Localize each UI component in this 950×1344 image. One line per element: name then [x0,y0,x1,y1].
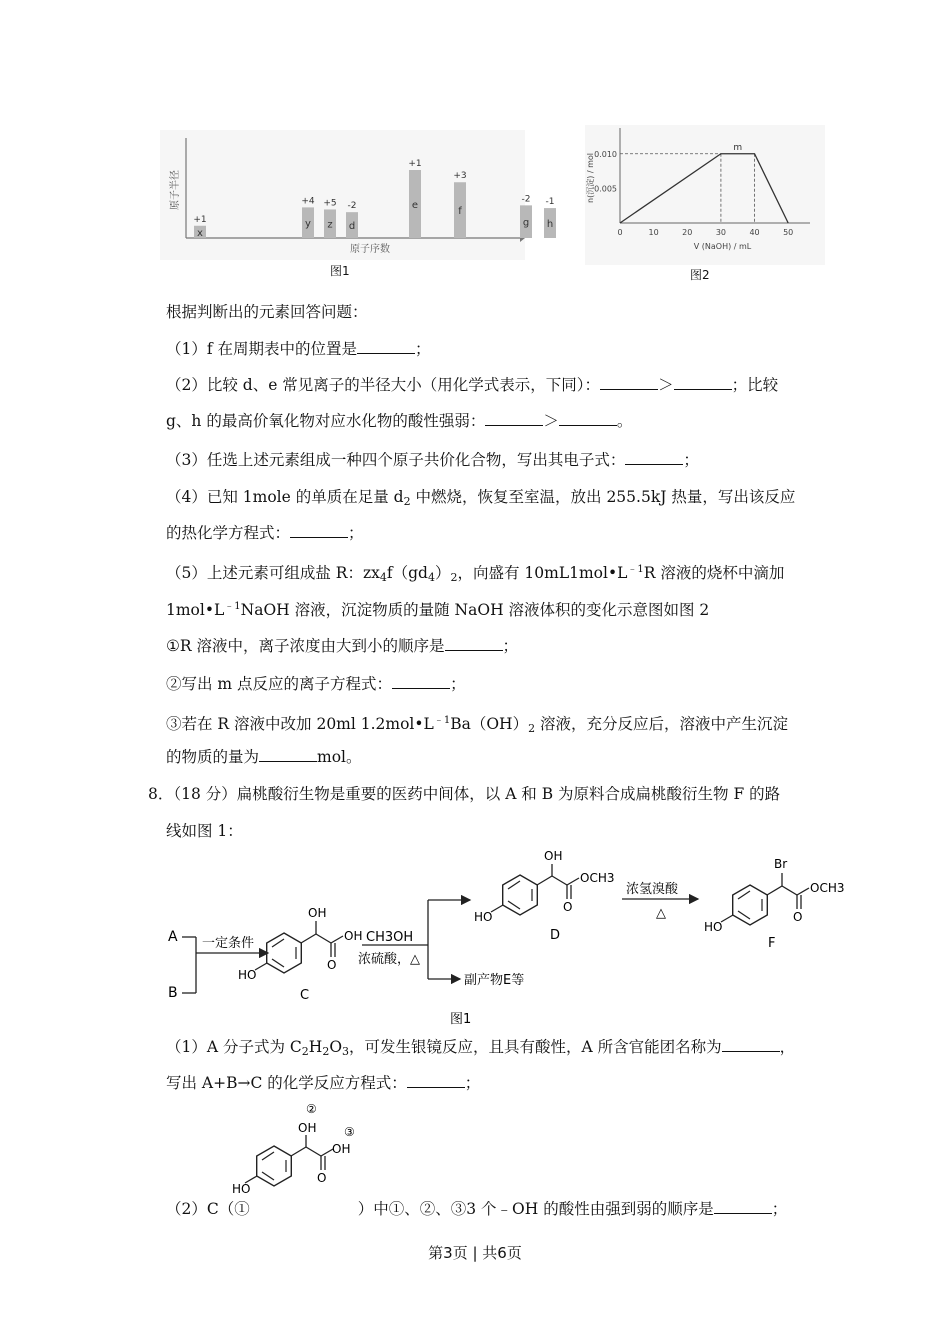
q7-intro: 根据判断出的元素回答问题： [166,303,368,321]
q8-part2 [166,1198,787,1219]
q7-sub3c-text: 溶液，充分反应后，溶液中产生沉淀 [535,715,789,733]
q8-part1b [166,1072,480,1093]
q8-part1a-text: （1）A 分子式为 C [166,1038,302,1056]
q7-sub1 [166,635,518,656]
fig1-valence-x: +1 [193,214,207,225]
fig2-xtick-30: 30 [715,228,727,237]
q7-part2-end: 。 [616,412,633,430]
fig1-ylabel: 原子半径 [170,170,181,210]
q7-sub1-blank [445,635,503,651]
q7-part4b-text: 中燃烧，恢复至室温，放出 255.5kJ 热量，写出该反应 [410,488,796,506]
q8-head2: 线如图 1： [166,822,243,840]
page-footer: 第3页 | 共6页 [428,1244,522,1262]
fig2-ytick-0.010: 0.010 [594,149,617,159]
q7-part4c-text: 的热化学方程式： [166,524,291,542]
q7-part1-end: ； [415,340,431,358]
figure1-chart [160,130,555,260]
fig2-ylabel: n(沉淀) / mol [586,152,595,204]
fig1-valence-z: +5 [323,198,337,209]
svg-text:Br: Br [774,857,788,871]
q8-part1c-text: O [329,1038,343,1056]
fig1-bar-label-z: z [327,219,333,231]
q8-part1-sub2: 2 [322,1045,330,1058]
q7-sub3-sub: 2 [528,722,536,735]
scheme-reagent2: 浓氢溴酸 [626,882,679,897]
q8-part1-blank1 [722,1036,780,1052]
q7-part5-sub2: 4 [427,571,435,584]
q7-part3-blank [625,449,683,465]
scheme-D: D [550,928,561,943]
q7-sub3d-text: 的物质的量为 [166,748,260,766]
fig2-xtick-0: 0 [617,228,623,237]
q7-part2b-text: g、h 的最高价氧化物对应水化物的酸性强弱： [166,412,486,430]
q7-part5g-text: NaOH 溶液，沉淀物质的量随 NaOH 溶液体积的变化示意图如图 2 [240,601,710,619]
fig1-valence-f: +3 [453,171,467,182]
q7-part4b [166,522,364,543]
q7-part2b [166,410,632,431]
q7-part2-blank1 [600,374,658,390]
fig2-xtick-50: 50 [783,228,794,237]
scheme-C: C [300,988,310,1003]
marker-2: ② [306,1102,317,1116]
fig2-ytick-0.005: 0.005 [594,184,617,194]
q7-part5d-text: ，向盛有 10mL1mol•L [457,564,628,582]
q7-part5f-text: 1mol•L [166,601,225,619]
svg-text:HO: HO [232,1182,251,1196]
compound-F [704,857,844,951]
svg-text:OH: OH [298,1121,317,1135]
q7-sub1-end: ； [502,637,519,655]
q8-part2b-text: ）中①、②、③3 个﹣OH 的酸性由强到弱的顺序是 [357,1200,714,1218]
q7-part1-text: （1）f 在周期表中的位置是 [166,340,358,358]
scheme-caption: 图1 [450,1012,472,1027]
q7-part4a [166,487,795,512]
q7-part2-blank3 [485,410,543,426]
q7-sub2-text: ②写出 m 点反应的离子方程式： [166,675,393,693]
svg-text:O: O [327,958,337,972]
q7-part4-sub: 2 [403,495,411,508]
q7-part2-blank2 [674,374,732,390]
q7-part3 [166,449,699,470]
q8-part1-end: ， [779,1038,796,1056]
q7-sub3-end: mol。 [317,748,362,766]
scheme-F: F [768,936,776,951]
q7-part5a-text: （5）上述元素可组成盐 R：zx [166,564,380,582]
q7-sub3b [166,746,362,767]
fig1-bar-label-d: d [348,221,356,233]
q8-part2-blank [714,1198,772,1214]
scheme-A: A [168,929,178,945]
svg-text:OH: OH [544,849,563,863]
q7-sub2 [166,673,466,694]
q8-part1b-text: H [308,1038,323,1056]
scheme-cond3: △ [656,906,666,921]
q7-part2-blank4 [559,410,617,426]
q7-sub1-text: ①R 溶液中，离子浓度由大到小的顺序是 [166,637,445,655]
q7-sub3-sup: ﹣1 [433,715,451,726]
q7-sub3a [166,711,788,739]
fig2-xtick-40: 40 [749,228,760,237]
svg-text:OCH3: OCH3 [580,871,615,885]
q7-part2-gt1: ＞ [658,376,674,394]
fig2-caption: 图2 [690,268,710,282]
q7-sub3-blank [259,746,317,762]
q8-part1-sub1: 2 [301,1045,309,1058]
q8-part1e-text: 写出 A+B→C 的化学反应方程式： [166,1074,407,1092]
q7-sub3b-text: Ba（OH） [450,715,529,733]
marker-3: ③ [344,1125,355,1139]
q8-head: 8．（18 分）扁桃酸衍生物是重要的医药中间体，以 A 和 B 为原料合成扁桃酸衍生物 F 的路 [148,785,781,803]
fig1-bar-label-h: h [546,219,554,231]
q7-part2-gt2: ＞ [543,412,559,430]
q7-part5-sup2: ﹣1 [224,601,241,612]
q8-part1-sub3: 3 [342,1045,350,1058]
q7-part4a-text: （4）已知 1mole 的单质在足量 d [166,488,404,506]
q8-part1a [166,1036,795,1062]
q7-part5e-text: R 溶液的烧杯中滴加 [643,564,785,582]
q7-part5-sub3: 2 [450,571,458,584]
scheme-byproduct: 副产物E等 [464,973,525,988]
svg-text:O: O [563,900,573,914]
q7-part5c-text: ） [434,564,451,582]
marker-1: ① [234,1200,250,1218]
q8-part2-end: ； [771,1200,788,1218]
fig1-bar-label-y: y [305,218,311,230]
q7-part5b-text: f（gd [386,564,428,582]
q8-part1d-text: ，可发生银镜反应，且具有酸性，A 所含官能团名称为 [349,1038,722,1056]
q7-part3-end: ； [683,451,699,469]
figure2-chart [585,125,825,265]
synthesis-scheme [160,845,850,1030]
svg-text:OH: OH [344,929,363,943]
q7-part1 [166,338,431,359]
q7-sub3a-text: ③若在 R 溶液中改加 20ml 1.2mol•L [166,715,434,733]
svg-text:OH: OH [308,906,327,920]
fig1-valence-g: -2 [521,194,531,205]
scheme-cond1: 一定条件 [202,936,255,951]
q7-sub2-blank [392,673,450,689]
scheme-B: B [168,985,178,1001]
q7-part3-text: （3）任选上述元素组成一种四个原子共价化合物，写出其电子式： [166,451,626,469]
fig2-xlabel: V (NaOH) / mL [693,242,752,251]
svg-text:OH: OH [332,1142,351,1156]
compound-D [474,849,614,943]
fig1-valence-h: -1 [545,197,555,208]
q7-part2-mid: ；比较 [731,376,779,394]
fig1-bar-label-f: f [458,206,462,218]
fig1-valence-e: +1 [408,159,422,169]
svg-text:O: O [793,910,803,924]
scheme-reagent1: CH3OH [366,930,414,945]
fig2-xtick-20: 20 [682,228,693,237]
svg-text:HO: HO [704,920,723,934]
fig1-bar-label-x: x [197,227,203,239]
svg-text:O: O [317,1171,327,1185]
fig2-xtick-10: 10 [648,228,659,237]
fig1-valence-y: +4 [301,196,315,207]
fig1-bar-label-g: g [522,217,530,229]
q7-part5-sup1: ﹣1 [627,564,644,575]
fig1-valence-d: -2 [347,201,357,212]
fig1-xlabel: 原子序数 [350,244,390,255]
q7-part1-blank [357,338,415,354]
q8-part1-blank2 [407,1072,465,1088]
q8-part2a-text: （2）C（ [166,1200,235,1218]
q7-part5b [166,597,709,620]
q7-sub2-end: ； [450,675,466,693]
fig1-bar-label-e: e [411,200,419,211]
q7-part4-blank [290,522,348,538]
svg-text:HO: HO [474,910,493,924]
q7-part5-sub1: 4 [379,571,387,584]
scheme-cond2: 浓硫酸，△ [358,952,420,967]
q7-part2a-text: （2）比较 d、e 常见离子的半径大小（用化学式表示，下同）： [166,376,601,394]
q7-part5a [166,560,784,588]
fig1-caption: 图1 [330,264,350,278]
q8-part1e-end: ； [464,1074,481,1092]
q7-part4-end: ； [348,524,364,542]
fig2-point-m: m [733,142,743,153]
q7-part2a [166,374,778,395]
compound-C [238,906,362,1003]
svg-text:OCH3: OCH3 [810,881,845,895]
svg-text:HO: HO [238,968,257,982]
